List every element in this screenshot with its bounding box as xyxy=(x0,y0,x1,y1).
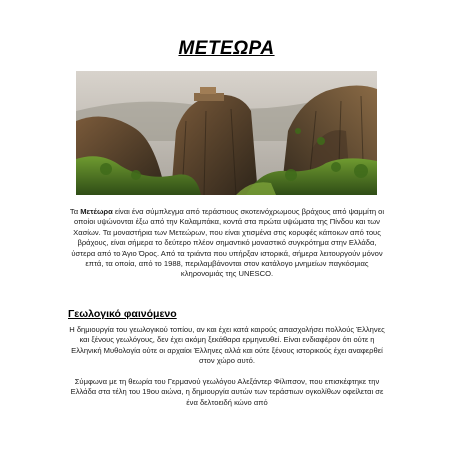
meteora-photo xyxy=(76,71,377,195)
intro-text: είναι ένα σύμπλεγμα από τεράστιους σκοτεινόχρωμους βράχους από ψαμμίτη οι οποίοι υψώνονται έξω από την Καλαμπάκα, κοντά στα πρώτα υψώματα της Πίνδου και των Χασίων. Τα μοναστήρια των Μετεώρων, που είναι χτισμένα στις κορυφές κάποιων από τους βράχους, είναι σήμερα το δεύτερο πλέον σημαντικό μοναστικό συγκρότημα στην Ελλάδα, ύστερα από το Άγιο Όρος. Από τα τριάντα που υπήρξαν ιστορικά, σήμερα λειτουργούν μόνον επτά, τα οποία, από το 1988, περιλαμβάνονται στον κατάλογο μνημείων παγκόσμιας κληρονομιάς της UNESCO. xyxy=(71,207,385,279)
geology-paragraph-1: Η δημιουργία του γεωλογικού τοπίου, αν και έχει κατά καιρούς απασχολήσει πολλούς Έλληνες και ξένους γεωλόγους, δεν έχει ακόμη ξεκάθαρα ερμηνευθεί. Είναι ενδιαφέρον ότι ούτε η Ελληνική Μυθολογία ούτε οι αρχαίοι Έλληνες αλλά και ούτε ξένους ιστορικούς έχει αναφερθεί στον χώρο αυτό. xyxy=(69,325,385,366)
intro-paragraph xyxy=(68,207,386,280)
geology-paragraph-2: Σύμφωνα με τη θεωρία του Γερμανού γεωλόγου Αλεξάντερ Φίλιπσον, που επισκέφτηκε την Ελλάδα στα τέλη του 19ου αιώνα, η δημιουργία αυτών των τεράστιων ογκολίθων οφείλεται σε ένα δελτοειδή κώνο από xyxy=(70,377,384,407)
document-title: ΜΕΤΕΩΡΑ xyxy=(178,38,275,59)
intro-prefix: Τα xyxy=(69,207,81,216)
intro-bold-term: Μετέωρα xyxy=(80,207,113,216)
section-heading: Γεωλογικό φαινόμενο xyxy=(68,308,177,320)
